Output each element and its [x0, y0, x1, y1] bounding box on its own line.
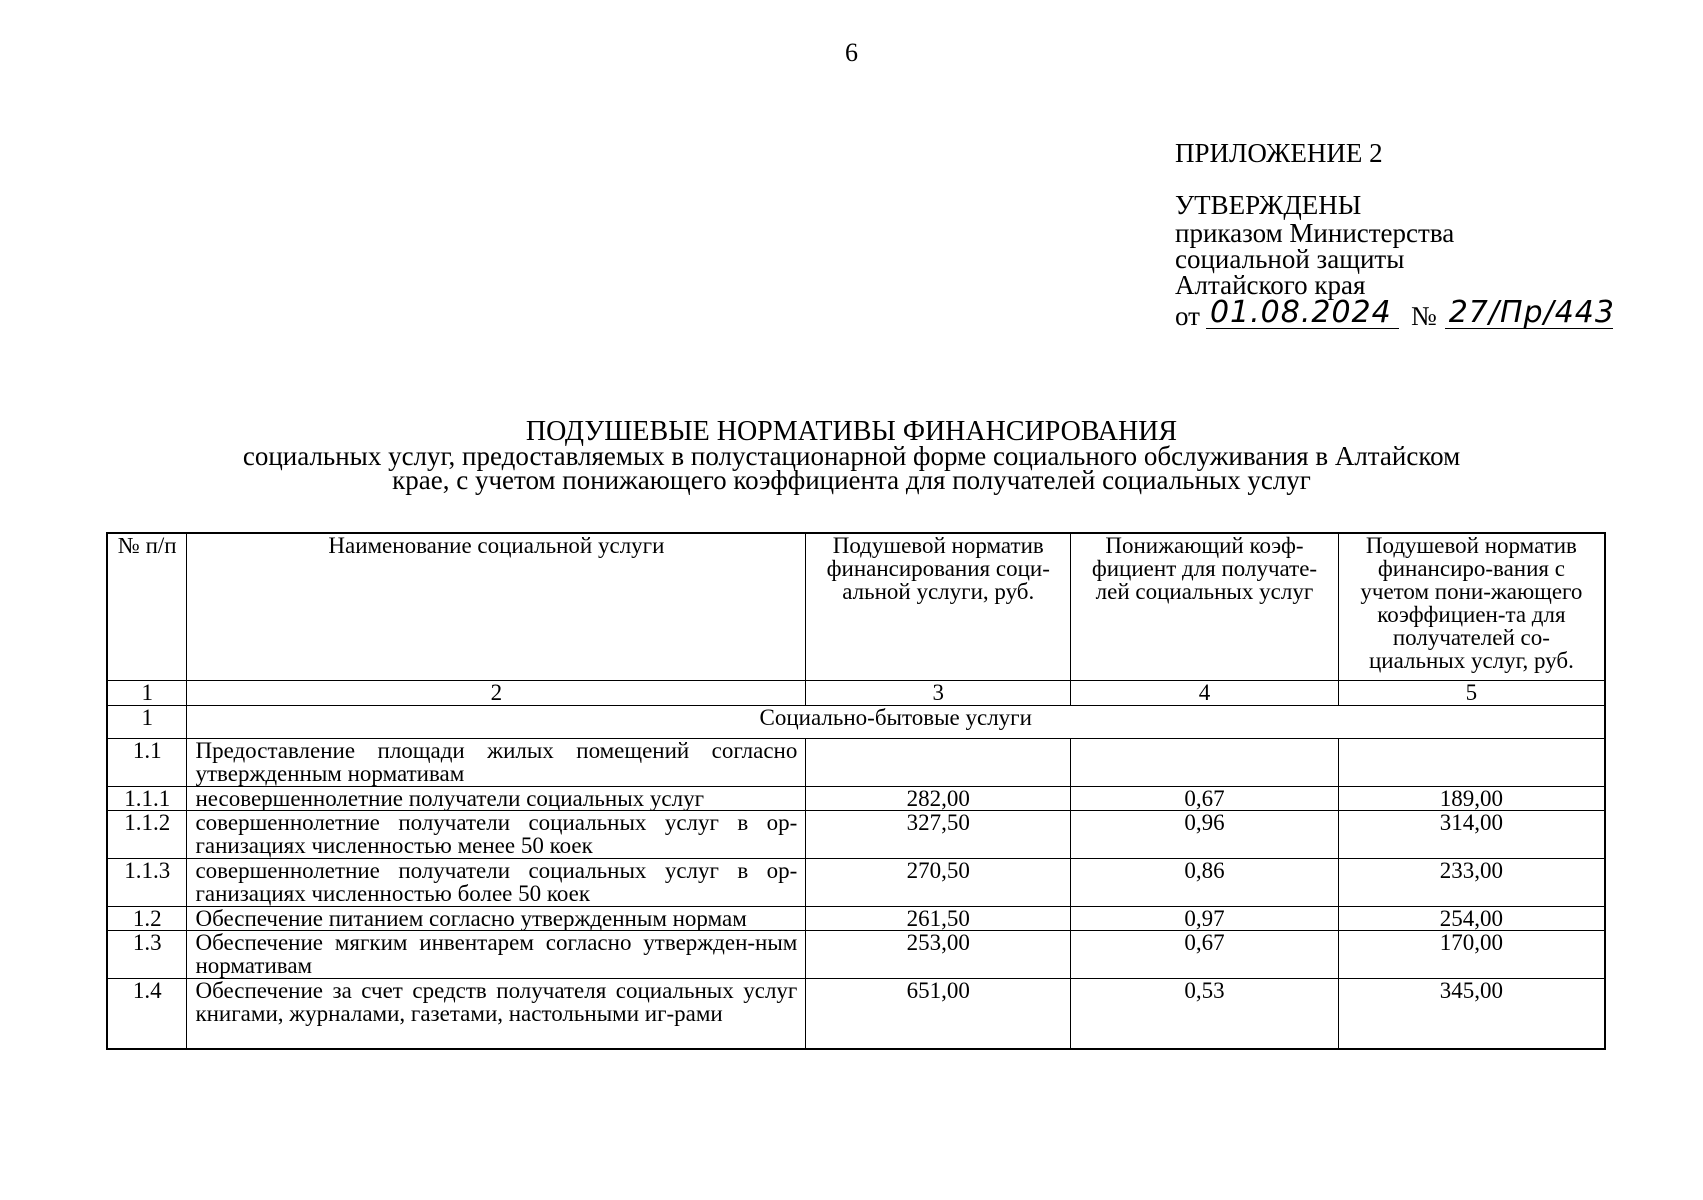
- table-header-row: [107, 533, 1605, 681]
- approval-line-3: Алтайского края: [1175, 270, 1366, 300]
- adjusted-norm-value: [1338, 739, 1605, 787]
- adjusted-norm-value: 170,00: [1338, 931, 1605, 979]
- service-name: Обеспечение мягким инвентарем согласно утвержден-ным нормативам: [187, 931, 806, 979]
- table-row: [107, 979, 1605, 1049]
- section-title: Социально-бытовые услуги: [187, 706, 1605, 739]
- coefficient-value: 0,96: [1071, 811, 1339, 859]
- service-name: совершеннолетние получатели социальных услуг в ор-ганизациях численностью менее 50 коек: [187, 811, 806, 859]
- norm-value: 327,50: [806, 811, 1071, 859]
- row-number: 1.1.3: [107, 859, 187, 907]
- norm-value: 282,00: [806, 787, 1071, 811]
- column-number-row: [107, 681, 1605, 706]
- row-number: 1.1.2: [107, 811, 187, 859]
- service-name: Обеспечение за счет средств получателя социальных услуг книгами, журналами, газетами, настольными иг-рами: [187, 979, 806, 1049]
- adjusted-norm-value: 314,00: [1338, 811, 1605, 859]
- coefficient-value: 0,53: [1071, 979, 1339, 1049]
- header-norm: Подушевой норматив финансирования соци-альной услуги, руб.: [806, 533, 1071, 681]
- appendix-label: ПРИЛОЖЕНИЕ 2: [1175, 138, 1383, 168]
- norm-value: 651,00: [806, 979, 1071, 1049]
- document-subtitle-line-1: социальных услуг, предоставляемых в полустационарной форме социального обслуживания в Алтайском: [242, 441, 1461, 471]
- row-number: 1.1.1: [107, 787, 187, 811]
- table-row: [107, 811, 1605, 859]
- service-name: несовершеннолетние получатели социальных услуг: [187, 787, 806, 811]
- header-adjusted-norm: Подушевой норматив финансиро-вания с учетом пони-жающего коэффициен-та для получателей со-циальных услуг, руб.: [1338, 533, 1605, 681]
- page-number: 6: [845, 38, 858, 67]
- section-row: [107, 706, 1605, 739]
- row-number: 1.3: [107, 931, 187, 979]
- number-label: №: [1410, 301, 1437, 331]
- table-row: [107, 859, 1605, 907]
- norm-value: 261,50: [806, 907, 1071, 931]
- adjusted-norm-value: 233,00: [1338, 859, 1605, 907]
- approval-line-1: приказом Министерства: [1175, 218, 1455, 248]
- coefficient-value: 0,67: [1071, 931, 1339, 979]
- adjusted-norm-value: 345,00: [1338, 979, 1605, 1049]
- norm-value: 253,00: [806, 931, 1071, 979]
- row-number: 1.1: [107, 739, 187, 787]
- coefficient-value: 0,67: [1071, 787, 1339, 811]
- column-number: 2: [187, 681, 806, 706]
- handwritten-order-number: 27/Пр/443: [1445, 298, 1613, 329]
- coefficient-value: 0,97: [1071, 907, 1339, 931]
- approval-line-2: социальной защиты: [1175, 244, 1405, 274]
- adjusted-norm-value: 254,00: [1338, 907, 1605, 931]
- coefficient-value: [1071, 739, 1339, 787]
- approved-label: УТВЕРЖДЕНЫ: [1175, 190, 1362, 220]
- service-name: совершеннолетние получатели социальных услуг в ор-ганизациях численностью более 50 коек: [187, 859, 806, 907]
- table-row: [107, 931, 1605, 979]
- coefficient-value: 0,86: [1071, 859, 1339, 907]
- approval-block: [1175, 140, 1613, 329]
- order-reference-line: [1175, 295, 1615, 331]
- document-subtitle-line-2: крае, с учетом понижающего коэффициента для получателей социальных услуг: [392, 465, 1311, 495]
- row-number: 1.2: [107, 907, 187, 931]
- norm-value: [806, 739, 1071, 787]
- document-title-block: [0, 416, 1703, 495]
- handwritten-order-date: 01.08.2024: [1206, 298, 1399, 329]
- header-coefficient: Понижающий коэф-фициент для получате-лей социальных услуг: [1071, 533, 1339, 681]
- column-number: 4: [1071, 681, 1339, 706]
- financing-norms-table: [106, 532, 1606, 1050]
- column-number: 5: [1338, 681, 1605, 706]
- table-row: [107, 739, 1605, 787]
- norm-value: 270,50: [806, 859, 1071, 907]
- from-label: от: [1175, 301, 1200, 331]
- service-name: Предоставление площади жилых помещений согласно утвержденным нормативам: [187, 739, 806, 787]
- adjusted-norm-value: 189,00: [1338, 787, 1605, 811]
- table-row: [107, 787, 1605, 811]
- document-title: ПОДУШЕВЫЕ НОРМАТИВЫ ФИНАНСИРОВАНИЯ: [525, 416, 1178, 447]
- section-number: 1: [107, 706, 187, 739]
- table-row: [107, 907, 1605, 931]
- row-number: 1.4: [107, 979, 187, 1049]
- service-name: Обеспечение питанием согласно утвержденным нормам: [187, 907, 806, 931]
- header-service-name: Наименование социальной услуги: [187, 533, 806, 681]
- header-number: № п/п: [107, 533, 187, 681]
- column-number: 3: [806, 681, 1071, 706]
- column-number: 1: [107, 681, 187, 706]
